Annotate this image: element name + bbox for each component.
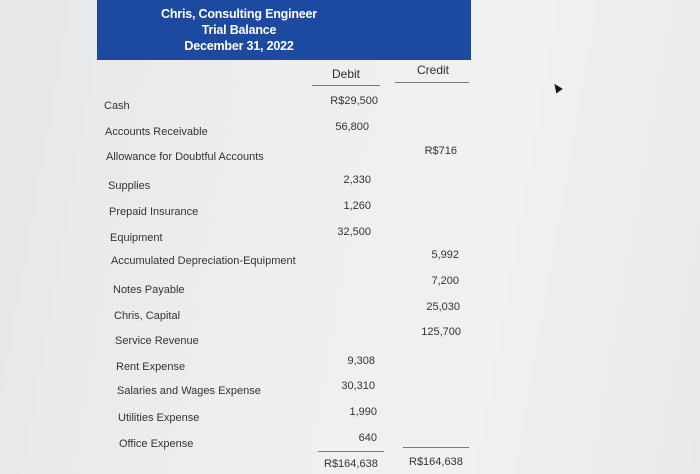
account-name: Allowance for Doubtful Accounts	[106, 151, 264, 163]
debit-value: 1,260	[343, 200, 371, 212]
account-name: Office Expense	[119, 438, 194, 450]
account-name: Salaries and Wages Expense	[117, 385, 261, 397]
account-name: Equipment	[110, 232, 163, 244]
credit-value: 5,992	[431, 249, 459, 261]
debit-value: 1,990	[349, 406, 377, 418]
account-name: Accumulated Depreciation-Equipment	[111, 255, 296, 267]
debit-column-header: Debit	[332, 67, 361, 81]
credit-value: 7,200	[431, 275, 459, 287]
debit-value: 56,800	[335, 121, 369, 133]
account-name: Rent Expense	[116, 361, 186, 373]
debit-value: 32,500	[337, 226, 371, 238]
credit-total-rule	[403, 447, 469, 448]
report-header	[97, 0, 471, 60]
credit-value: R$716	[424, 145, 457, 157]
credit-value: 125,700	[421, 326, 461, 338]
account-name: Notes Payable	[113, 284, 185, 296]
debit-value: R$29,500	[330, 95, 378, 107]
debit-header-rule	[312, 85, 380, 86]
company-name: Chris, Consulting Engineer	[161, 7, 317, 21]
account-name: Service Revenue	[115, 335, 199, 347]
credit-value: 25,030	[426, 301, 460, 313]
account-name: Prepaid Insurance	[109, 206, 199, 218]
report-title: Trial Balance	[201, 23, 277, 37]
account-name: Supplies	[108, 180, 151, 192]
debit-value: 640	[358, 432, 377, 444]
account-name: Chris, Capital	[114, 310, 181, 322]
mouse-pointer-icon	[551, 82, 563, 94]
debit-value: 30,310	[341, 380, 375, 392]
debit-value: 9,308	[347, 355, 375, 367]
account-name: Cash	[104, 100, 130, 112]
credit-header-rule	[395, 82, 469, 83]
debit-value: 2,330	[343, 174, 371, 186]
debit-total-rule	[318, 451, 384, 452]
report-date: December 31, 2022	[184, 39, 294, 53]
credit-total: R$164,638	[409, 456, 463, 468]
credit-column-header: Credit	[417, 63, 450, 77]
debit-total: R$164,638	[324, 458, 378, 470]
account-name: Accounts Receivable	[105, 126, 208, 138]
account-name: Utilities Expense	[118, 412, 200, 424]
